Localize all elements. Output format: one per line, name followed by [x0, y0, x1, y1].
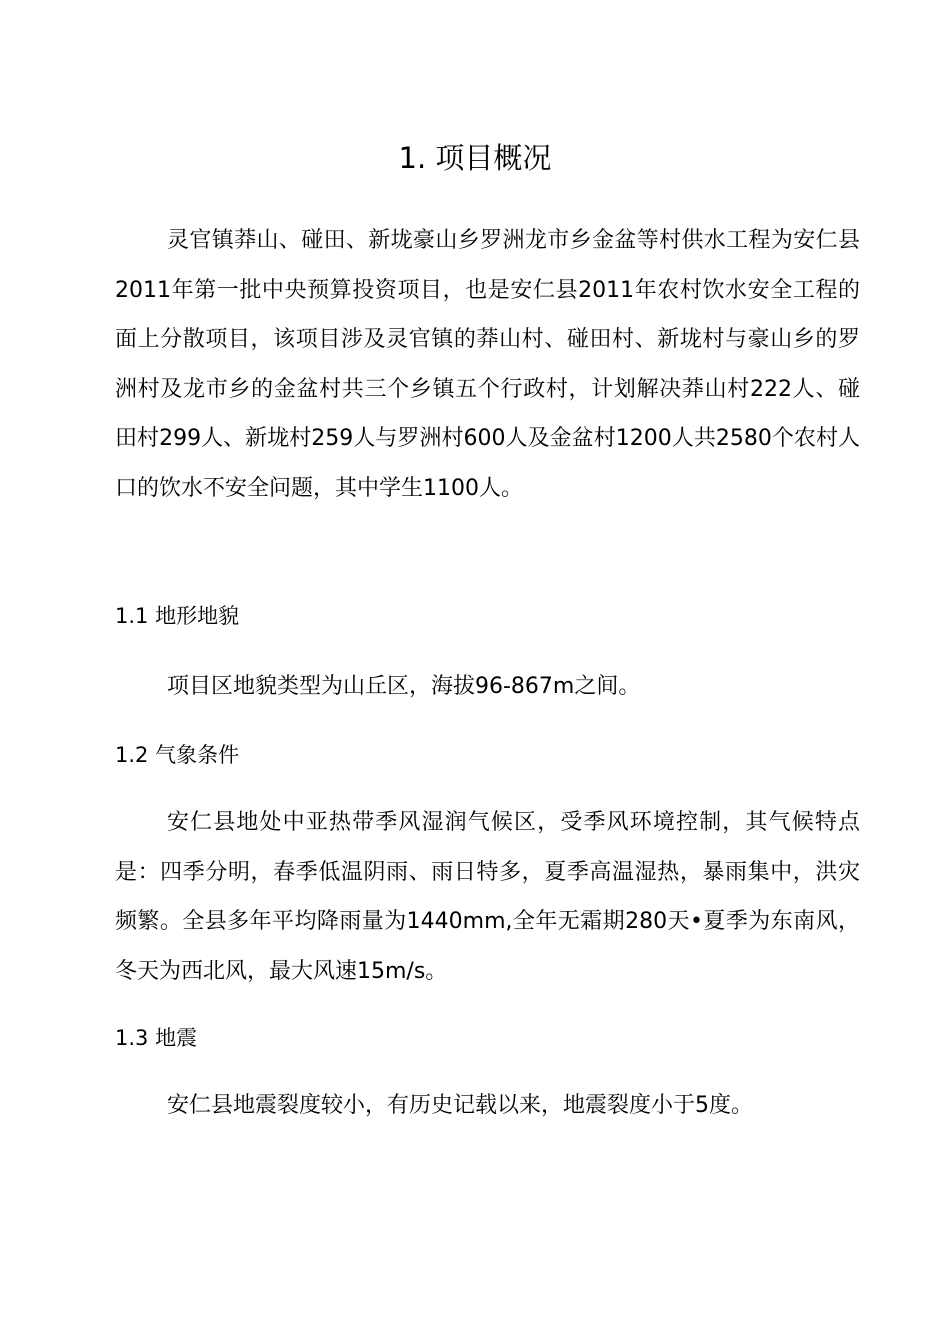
section-heading-earthquake: 1.3 地震 [115, 1026, 198, 1050]
section-heading-terrain: 1.1 地形地貌 [115, 604, 240, 628]
section-heading-climate: 1.2 气象条件 [115, 743, 240, 767]
section-body-climate: 安仁县地处中亚热带季风湿润气候区，受季风环境控制，其气候特点是：四季分明，春季低温阴雨、雨日特多，夏季高温湿热，暴雨集中，洪灾频繁。全县多年平均降雨量为1440mm,全年无霜期280天•夏季为东南风，冬天为西北风，最大风速15m/s。 [115, 810, 860, 984]
section-body-terrain: 项目区地貌类型为山丘区，海拔96-867m之间。 [167, 674, 641, 699]
intro-paragraph: 灵官镇莽山、碰田、新垅豪山乡罗洲龙市乡金盆等村供水工程为安仁县2011年第一批中央预算投资项目，也是安仁县2011年农村饮水安全工程的面上分散项目，该项目涉及灵官镇的莽山村、碰田村、新垅村与豪山乡的罗洲村及龙市乡的金盆村共三个乡镇五个行政村，计划解决莽山村222人、碰田村299人、新垅村259人与罗洲村600人及金盆村1200人共2580个农村人口的饮水不安全问题，其中学生1100人。 [115, 228, 860, 501]
page-title: 1. 项目概况 [398, 141, 552, 175]
section-body-earthquake: 安仁县地震裂度较小，有历史记载以来，地震裂度小于5度。 [167, 1093, 753, 1118]
